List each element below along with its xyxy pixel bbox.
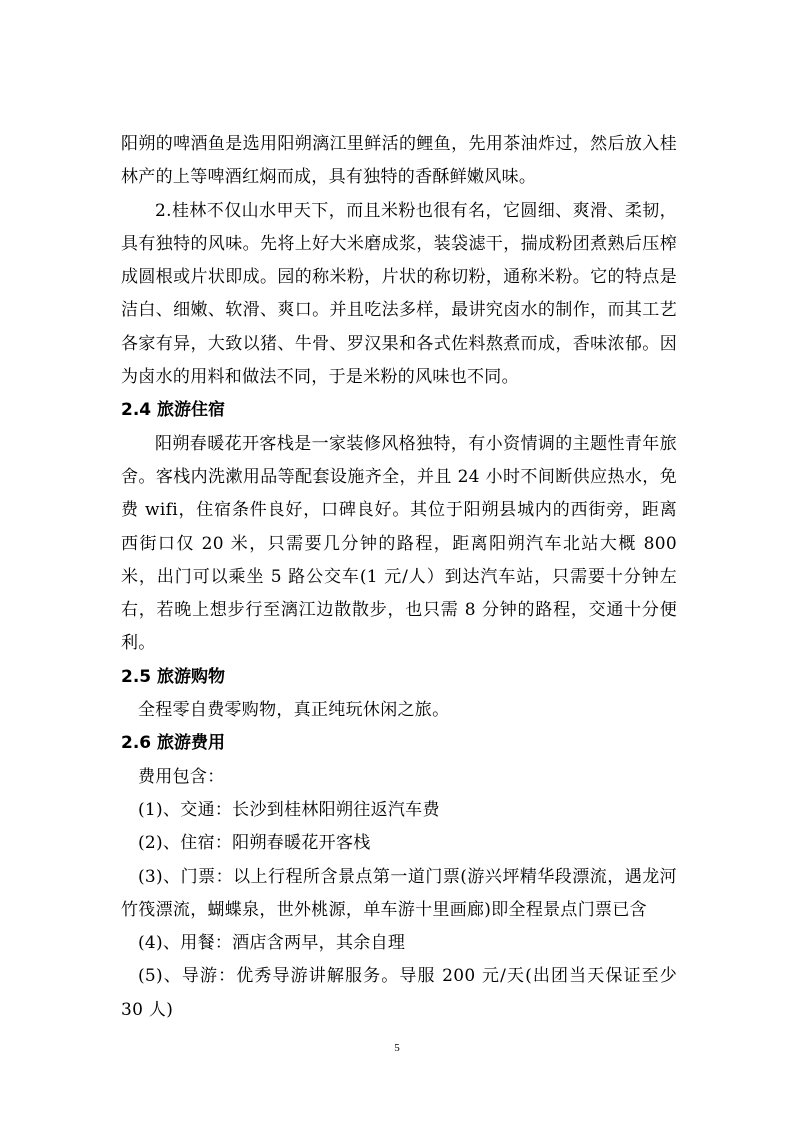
list-item: (3)、门票：以上行程所含景点第一道门票(游兴坪精华段漂流，遇龙河竹筏漂流，蝴蝶泉，世外桃源，单车游十里画廊)即全程景点门票已含 bbox=[121, 866, 677, 920]
paragraph-beer-fish: 阳朔的啤酒鱼是选用阳朔漓江里鲜活的鲤鱼，先用茶油炸过，然后放入桂林产的上等啤酒红焖而成，具有独特的香酥鲜嫩风味。 bbox=[121, 134, 677, 188]
paragraph-shopping: 全程零自费零购物，真正纯玩休闲之旅。 bbox=[138, 700, 450, 721]
paragraph-costs-intro: 费用包含： bbox=[138, 766, 225, 787]
heading-costs: 2.6 旅游费用 bbox=[121, 733, 226, 754]
paragraph-accommodation: 阳朔春暖花开客栈是一家装修风格独特，有小资情调的主题性青年旅舍。客栈内洗漱用品等配套设施齐全，并且 24 小时不间断供应热水，免费 wifi，住宿条件良好，口碑良好。其位于阳朔县城内的西街旁，距离西街口仅 20 米，只需要几分钟的路程，距离阳朔汽车北站大概 800 米，出门可以乘坐 5 路公交车(1 元/人）到达汽车站，只需要十分钟左右，若晚上想步行至漓江边散散步，也只需 8 分钟的路程，交通十分便利。 bbox=[121, 433, 677, 654]
page-number: 5 bbox=[394, 1042, 400, 1054]
list-item: (1)、交通：长沙到桂林阳朔往返汽车费 bbox=[138, 799, 440, 820]
list-item: (4)、用餐：酒店含两早，其余自理 bbox=[138, 933, 406, 954]
heading-accommodation: 2.4 旅游住宿 bbox=[121, 400, 226, 421]
document-page bbox=[121, 128, 677, 1027]
list-item: (5)、导游：优秀导游讲解服务。导服 200 元/天(出团当天保证至少 30 人) bbox=[121, 966, 677, 1020]
heading-shopping: 2.5 旅游购物 bbox=[121, 666, 226, 687]
list-item: (2)、住宿：阳朔春暖花开客栈 bbox=[138, 833, 371, 854]
paragraph-rice-noodles: 2.桂林不仅山水甲天下，而且米粉也很有名，它圆细、爽滑、柔韧，具有独特的风味。先将上好大米磨成浆，装袋滤干，揣成粉团煮熟后压榨成圆根或片状即成。园的称米粉，片状的称切粉，通称米粉。它的特点是洁白、细嫩、软滑、爽口。并且吃法多样，最讲究卤水的制作，而其工艺各家有异，大致以猪、牛骨、罗汉果和各式佐料熬煮而成，香味浓郁。因为卤水的用料和做法不同，于是米粉的风味也不同。 bbox=[121, 200, 677, 388]
